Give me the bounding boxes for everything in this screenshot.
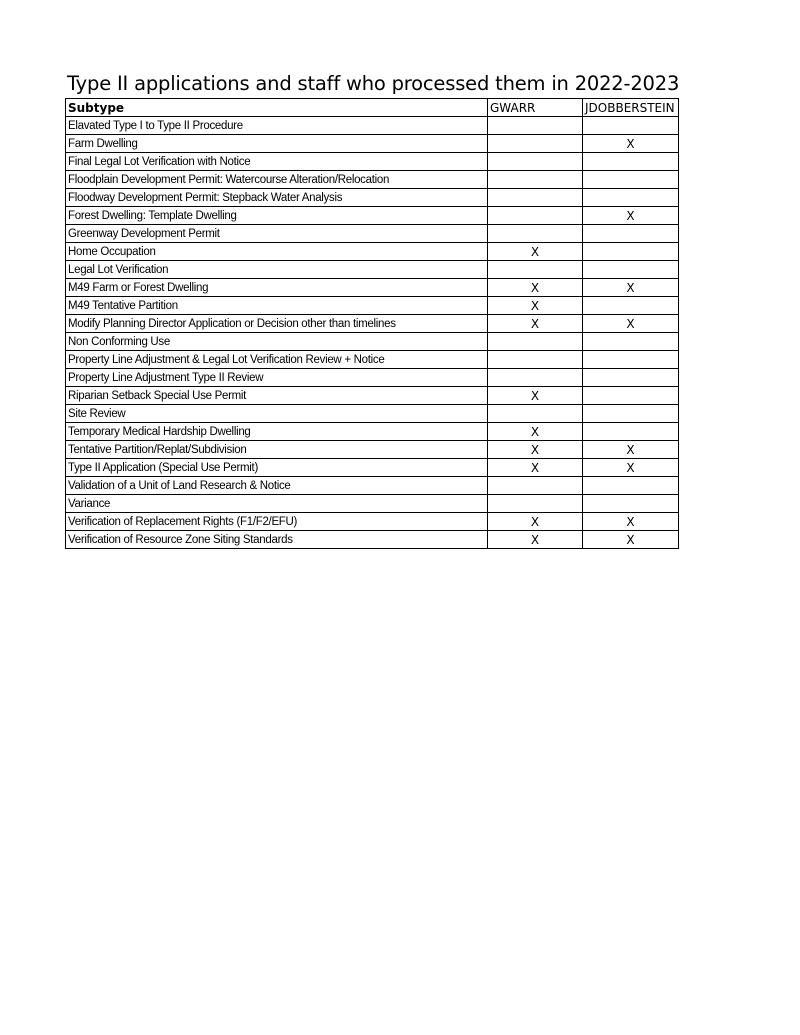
gwarr-mark-cell: X xyxy=(488,513,583,531)
gwarr-mark-cell xyxy=(488,225,583,243)
jdobberstein-mark-cell xyxy=(583,297,679,315)
jdobberstein-mark-cell: X xyxy=(583,315,679,333)
subtype-cell: Farm Dwelling xyxy=(66,135,488,153)
subtype-cell: Home Occupation xyxy=(66,243,488,261)
table-header-row xyxy=(66,99,679,117)
table-row xyxy=(66,369,679,387)
subtype-cell: Greenway Development Permit xyxy=(66,225,488,243)
table-row xyxy=(66,405,679,423)
gwarr-mark-cell: X xyxy=(488,297,583,315)
subtype-cell: Final Legal Lot Verification with Notice xyxy=(66,153,488,171)
gwarr-mark-cell xyxy=(488,333,583,351)
subtype-cell: M49 Farm or Forest Dwelling xyxy=(66,279,488,297)
gwarr-mark-cell: X xyxy=(488,441,583,459)
subtype-cell: Floodplain Development Permit: Watercourse Alteration/Relocation xyxy=(66,171,488,189)
gwarr-mark-cell: X xyxy=(488,315,583,333)
jdobberstein-mark-cell xyxy=(583,243,679,261)
subtype-cell: Variance xyxy=(66,495,488,513)
column-header-gwarr: GWARR xyxy=(488,99,583,117)
subtype-cell: Non Conforming Use xyxy=(66,333,488,351)
subtype-cell: Forest Dwelling: Template Dwelling xyxy=(66,207,488,225)
table-row xyxy=(66,459,679,477)
gwarr-mark-cell: X xyxy=(488,531,583,549)
gwarr-mark-cell xyxy=(488,171,583,189)
gwarr-mark-cell xyxy=(488,261,583,279)
jdobberstein-mark-cell xyxy=(583,225,679,243)
jdobberstein-mark-cell xyxy=(583,423,679,441)
subtype-cell: Elavated Type I to Type II Procedure xyxy=(66,117,488,135)
table-row xyxy=(66,153,679,171)
table-body xyxy=(66,117,679,549)
gwarr-mark-cell xyxy=(488,153,583,171)
gwarr-mark-cell: X xyxy=(488,279,583,297)
table-row xyxy=(66,207,679,225)
gwarr-mark-cell: X xyxy=(488,387,583,405)
jdobberstein-mark-cell: X xyxy=(583,279,679,297)
table-row xyxy=(66,477,679,495)
subtype-cell: Site Review xyxy=(66,405,488,423)
table-row xyxy=(66,225,679,243)
subtype-cell: Verification of Replacement Rights (F1/F2/EFU) xyxy=(66,513,488,531)
jdobberstein-mark-cell xyxy=(583,153,679,171)
table-row xyxy=(66,315,679,333)
gwarr-mark-cell xyxy=(488,477,583,495)
jdobberstein-mark-cell: X xyxy=(583,207,679,225)
gwarr-mark-cell: X xyxy=(488,243,583,261)
gwarr-mark-cell xyxy=(488,351,583,369)
column-header-jdobberstein: JDOBBERSTEIN xyxy=(583,99,679,117)
subtype-cell: Property Line Adjustment & Legal Lot Verification Review + Notice xyxy=(66,351,488,369)
table-row xyxy=(66,135,679,153)
table-row xyxy=(66,513,679,531)
subtype-cell: Property Line Adjustment Type II Review xyxy=(66,369,488,387)
page-title: Type II applications and staff who processed them in 2022-2023 xyxy=(67,72,680,95)
jdobberstein-mark-cell xyxy=(583,495,679,513)
jdobberstein-mark-cell: X xyxy=(583,441,679,459)
table-row xyxy=(66,351,679,369)
table-row xyxy=(66,423,679,441)
table-row xyxy=(66,171,679,189)
jdobberstein-mark-cell xyxy=(583,171,679,189)
table-row xyxy=(66,279,679,297)
gwarr-mark-cell xyxy=(488,189,583,207)
jdobberstein-mark-cell xyxy=(583,369,679,387)
gwarr-mark-cell xyxy=(488,117,583,135)
jdobberstein-mark-cell xyxy=(583,333,679,351)
subtype-cell: Floodway Development Permit: Stepback Water Analysis xyxy=(66,189,488,207)
subtype-cell: Temporary Medical Hardship Dwelling xyxy=(66,423,488,441)
jdobberstein-mark-cell: X xyxy=(583,513,679,531)
column-header-subtype: Subtype xyxy=(66,99,488,117)
jdobberstein-mark-cell: X xyxy=(583,531,679,549)
jdobberstein-mark-cell xyxy=(583,351,679,369)
subtype-cell: Modify Planning Director Application or Decision other than timelines xyxy=(66,315,488,333)
subtype-cell: Legal Lot Verification xyxy=(66,261,488,279)
subtype-cell: Verification of Resource Zone Siting Standards xyxy=(66,531,488,549)
table-row xyxy=(66,189,679,207)
gwarr-mark-cell xyxy=(488,369,583,387)
table-row xyxy=(66,243,679,261)
subtype-cell: M49 Tentative Partition xyxy=(66,297,488,315)
gwarr-mark-cell xyxy=(488,207,583,225)
jdobberstein-mark-cell: X xyxy=(583,459,679,477)
jdobberstein-mark-cell xyxy=(583,387,679,405)
jdobberstein-mark-cell xyxy=(583,117,679,135)
table-row xyxy=(66,531,679,549)
table-row xyxy=(66,333,679,351)
gwarr-mark-cell xyxy=(488,135,583,153)
gwarr-mark-cell: X xyxy=(488,459,583,477)
jdobberstein-mark-cell xyxy=(583,405,679,423)
jdobberstein-mark-cell xyxy=(583,477,679,495)
gwarr-mark-cell: X xyxy=(488,423,583,441)
jdobberstein-mark-cell xyxy=(583,189,679,207)
subtype-cell: Tentative Partition/Replat/Subdivision xyxy=(66,441,488,459)
subtype-cell: Validation of a Unit of Land Research & Notice xyxy=(66,477,488,495)
table-row xyxy=(66,117,679,135)
table-row xyxy=(66,495,679,513)
jdobberstein-mark-cell: X xyxy=(583,135,679,153)
jdobberstein-mark-cell xyxy=(583,261,679,279)
table-row xyxy=(66,261,679,279)
table-row xyxy=(66,297,679,315)
subtype-cell: Riparian Setback Special Use Permit xyxy=(66,387,488,405)
subtype-cell: Type II Application (Special Use Permit) xyxy=(66,459,488,477)
table-row xyxy=(66,387,679,405)
applications-table xyxy=(65,98,679,549)
gwarr-mark-cell xyxy=(488,495,583,513)
gwarr-mark-cell xyxy=(488,405,583,423)
table-row xyxy=(66,441,679,459)
